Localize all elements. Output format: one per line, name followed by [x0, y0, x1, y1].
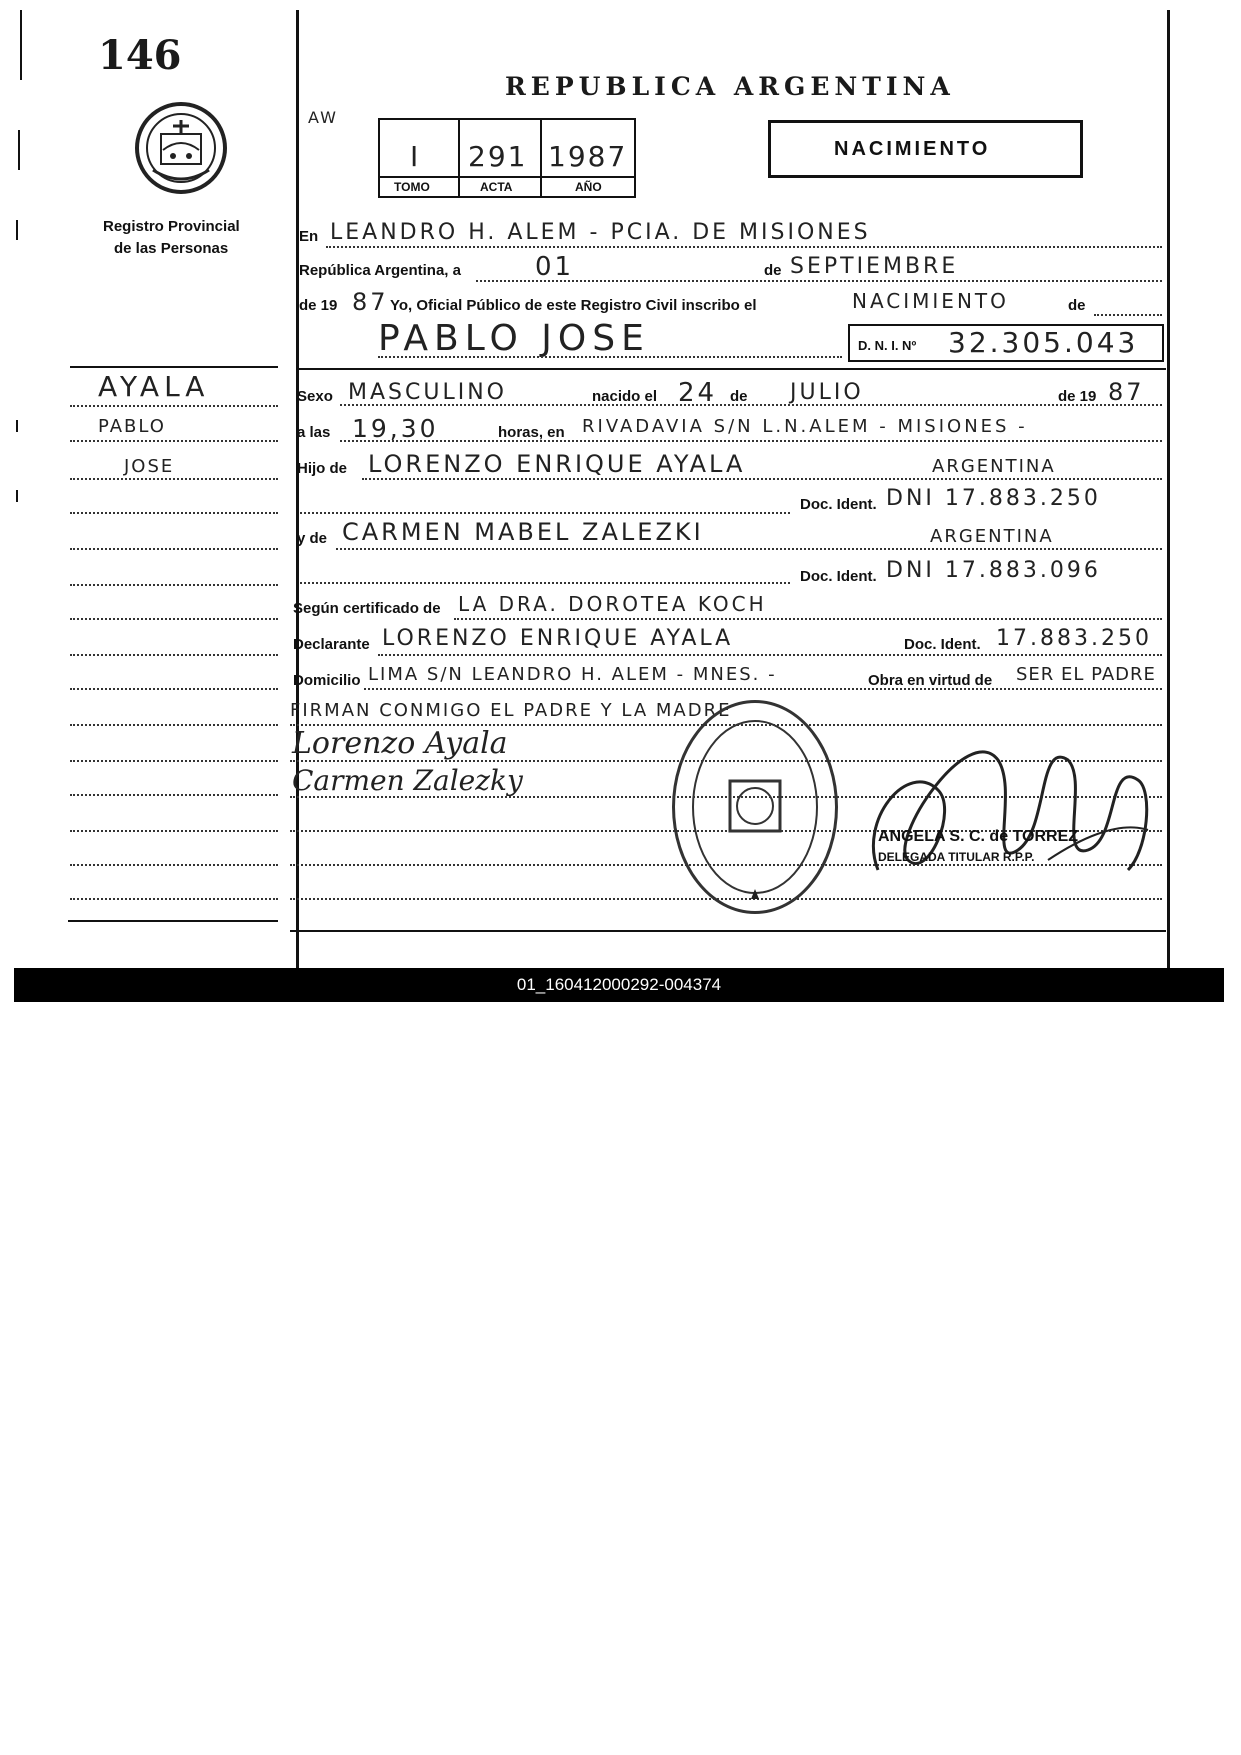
dotted-line [362, 478, 1162, 480]
value-year: 87 [352, 288, 389, 316]
dotted-line [364, 688, 1162, 690]
label-yde: y de [297, 530, 328, 547]
body-divider [298, 368, 1166, 370]
value-certificate: LA DRA. DOROTEA KOCH [458, 592, 767, 616]
label-alas: a las [297, 424, 331, 441]
signature-mother: Carmen Zalezky [292, 764, 523, 797]
value-birth-year: 87 [1108, 378, 1145, 406]
dotted-line [476, 280, 1162, 282]
margin-mark [16, 490, 18, 502]
label-year-prefix: de 19 [299, 297, 338, 314]
value-birth-place: RIVADAVIA S/N L.N.ALEM - MISIONES - [582, 416, 1028, 437]
left-divider [70, 366, 278, 368]
dotted-line [70, 898, 278, 900]
sidebar-middle-name: JOSE [124, 456, 175, 477]
page-number: 146 [98, 32, 182, 79]
dotted-line [326, 246, 1162, 248]
dotted-line [70, 478, 278, 480]
value-signers: FIRMAN CONMIGO EL PADRE Y LA MADRE [290, 700, 732, 721]
label-segun: Según certificado de [293, 600, 441, 617]
label-doc-ident-2: Doc. Ident. [800, 568, 877, 585]
margin-mark [18, 130, 20, 170]
dotted-line [454, 618, 1162, 620]
value-sex: MASCULINO [348, 380, 507, 405]
dotted-line [70, 760, 278, 762]
dotted-line [70, 654, 278, 656]
official-name: ANGELA S. C. de TORREZ [878, 828, 1079, 845]
value-mother-nat: ARGENTINA [930, 526, 1054, 547]
value-time: 19,30 [352, 414, 439, 443]
label-de-end: de [1068, 297, 1086, 314]
label-de2: de [730, 388, 748, 405]
footer-code: 01_160412000292-004374 [516, 975, 722, 994]
label-doc-ident: Doc. Ident. [800, 496, 877, 513]
dotted-line [70, 724, 278, 726]
value-place: LEANDRO H. ALEM - PCIA. DE MISIONES [330, 220, 871, 245]
signature-father: Lorenzo Ayala [292, 726, 508, 761]
value-mother-doc: DNI 17.883.096 [886, 558, 1101, 583]
left-bottom-rule [68, 920, 278, 922]
body-bottom-rule [290, 930, 1166, 932]
official-signature [848, 700, 1164, 900]
label-de19: de 19 [1058, 388, 1097, 405]
dotted-line [300, 512, 790, 514]
label-nacido: nacido el [592, 388, 658, 405]
label-hijo: Hijo de [297, 460, 348, 477]
value-father: LORENZO ENRIQUE AYALA [368, 450, 746, 478]
ref-box-label-rule [378, 176, 636, 178]
doc-type: NACIMIENTO [834, 138, 991, 160]
value-domicile: LIMA S/N LEANDRO H. ALEM - MNES. - [368, 664, 777, 685]
acta-value: 291 [468, 140, 528, 173]
dotted-line [378, 654, 1162, 656]
value-day: 01 [535, 252, 575, 282]
label-dni: D. N. I. Nº [858, 338, 917, 353]
label-horas: horas, en [498, 424, 565, 441]
margin-mark [16, 420, 18, 432]
dotted-line [70, 405, 278, 407]
dotted-line [70, 830, 278, 832]
dotted-line [70, 584, 278, 586]
official-title: DELEGADA TITULAR R.P.P. [878, 850, 1035, 864]
country-title: REPUBLICA ARGENTINA [505, 72, 955, 101]
dotted-line [70, 618, 278, 620]
dotted-line [70, 688, 278, 690]
margin-mark [16, 220, 18, 240]
left-column-border [296, 10, 299, 970]
dotted-line [70, 512, 278, 514]
value-father-nat: ARGENTINA [932, 456, 1056, 477]
misiones-seal-icon [133, 100, 229, 196]
registry-stamp [672, 700, 838, 914]
dotted-line [70, 440, 278, 442]
value-declarant-doc: 17.883.250 [996, 626, 1152, 651]
margin-mark [20, 10, 22, 80]
dotted-line [300, 582, 790, 584]
label-domicilio: Domicilio [293, 672, 361, 689]
dotted-line [70, 864, 278, 866]
registry-title-line2: de las Personas [114, 240, 229, 257]
ref-box-divider [540, 118, 542, 198]
dotted-line [336, 548, 1162, 550]
dotted-line [340, 440, 1162, 442]
value-act: NACIMIENTO [852, 289, 1009, 313]
sidebar-first-name: PABLO [98, 416, 166, 437]
ano-value: 1987 [548, 140, 628, 173]
label-doc-ident-3: Doc. Ident. [904, 636, 981, 653]
dotted-line [70, 794, 278, 796]
value-declarant: LORENZO ENRIQUE AYALA [382, 626, 734, 651]
value-birth-day: 24 [678, 378, 718, 408]
label-obra: Obra en virtud de [868, 672, 993, 689]
acta-label: ACTA [480, 180, 513, 194]
value-name: PABLO JOSE [378, 318, 650, 359]
value-father-doc: DNI 17.883.250 [886, 486, 1101, 511]
label-en: En [299, 228, 319, 245]
value-month: SEPTIEMBRE [790, 254, 959, 279]
value-dni: 32.305.043 [948, 326, 1139, 359]
dotted-line [378, 356, 842, 358]
ref-box-divider [458, 118, 460, 198]
ano-label: AÑO [575, 180, 602, 194]
annotation: AW [308, 108, 338, 127]
label-declarante: Declarante [293, 636, 370, 653]
right-page-border [1167, 10, 1170, 970]
registry-title-line1: Registro Provincial [103, 218, 240, 235]
tomo-value: I [410, 140, 419, 173]
tomo-label: TOMO [394, 180, 430, 194]
label-sexo: Sexo [297, 388, 333, 405]
sidebar-surname: AYALA [98, 370, 210, 403]
value-mother: CARMEN MABEL ZALEZKI [342, 518, 704, 546]
value-birth-month: JULIO [790, 380, 864, 405]
label-yo: Yo, Oficial Público de este Registro Civil inscribo el [390, 297, 757, 314]
label-republica: República Argentina, a [299, 262, 461, 279]
value-by-virtue: SER EL PADRE [1016, 664, 1156, 685]
label-de-month: de [764, 262, 782, 279]
dotted-line [1094, 314, 1162, 316]
dotted-line [340, 404, 1162, 406]
dotted-line [70, 548, 278, 550]
